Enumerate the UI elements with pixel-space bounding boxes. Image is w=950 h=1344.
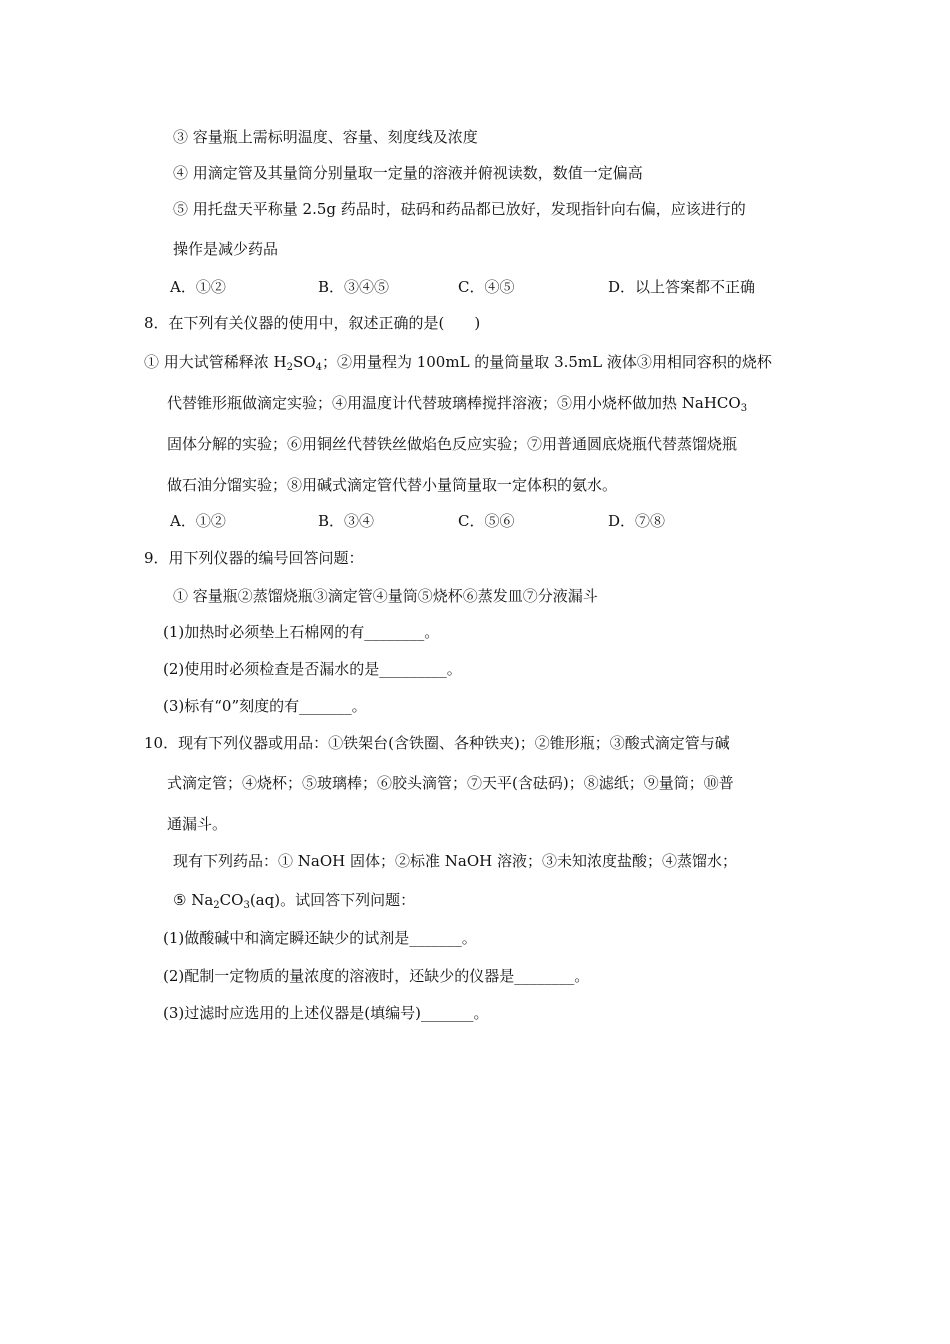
q10-line-5-sub-2: 2 xyxy=(213,900,220,911)
q8-line-1-sub-2: 2 xyxy=(286,362,293,373)
q8-line-4: 做石油分馏实验；⑧用碱式滴定管代替小量筒量取一定体积的氨水。 xyxy=(167,476,618,494)
q7-item-5-line2: 操作是减少药品 xyxy=(173,240,279,258)
q9-stem: 9．用下列仪器的编号回答问题： xyxy=(144,549,364,567)
q10-line-4: 现有下列药品：① NaOH 固体；②标准 NaOH 溶液；③未知浓度盐酸；④蒸馏水； xyxy=(173,852,737,870)
q7-option-b: B．③④⑤ xyxy=(318,278,390,296)
q7-item-4: ④ 用滴定管及其量筒分别量取一定量的溶液并俯视读数，数值一定偏高 xyxy=(173,164,643,182)
q8-line-1-part-a: ① 用大试管稀释浓 H xyxy=(144,353,287,371)
q8-option-b: B．③④ xyxy=(318,512,375,530)
q8-stem: 8．在下列有关仪器的使用中，叙述正确的是( ) xyxy=(144,314,481,332)
q7-option-c: C．④⑤ xyxy=(458,278,515,296)
q8-line-2-sub-3: 3 xyxy=(740,403,748,414)
q10-line-3: 通漏斗。 xyxy=(167,815,228,833)
q7-option-d: D．以上答案都不正确 xyxy=(608,278,756,296)
q10-line-5-sub-3: 3 xyxy=(243,900,250,911)
q10-line-1: 10．现有下列仪器或用品：①铁架台(含铁圈、各种铁夹)；②锥形瓶；③酸式滴定管与碱 xyxy=(144,734,730,752)
q10-sub-question-2: (2)配制一定物质的量浓度的溶液时，还缺少的仪器是________。 xyxy=(163,967,590,985)
q8-option-a: A．①② xyxy=(170,512,226,530)
q8-line-3: 固体分解的实验；⑥用铜丝代替铁丝做焰色反应实验；⑦用普通圆底烧瓶代替蒸馏烧瓶 xyxy=(167,435,738,453)
q8-line-1 xyxy=(144,351,772,373)
q8-line-2-text: 代替锥形瓶做滴定实验；④用温度计代替玻璃棒搅拌溶液；⑤用小烧杯做加热 NaHCO xyxy=(167,394,741,412)
q8-option-d: D．⑦⑧ xyxy=(608,512,666,530)
q10-line-5-part-b: CO xyxy=(219,891,244,909)
q7-item-3: ③ 容量瓶上需标明温度、容量、刻度线及浓度 xyxy=(173,128,478,146)
q8-line-1-part-c: ；②用量程为 100mL 的量筒量取 3.5mL 液体③用相同容积的烧杯 xyxy=(321,353,772,371)
q10-sub-question-1: (1)做酸碱中和滴定瞬还缺少的试剂是_______。 xyxy=(163,929,477,947)
q7-item-5-line1: ⑤ 用托盘天平称量 2.5g 药品时，砝码和药品都已放好，发现指针向右偏，应该进行的 xyxy=(173,200,746,218)
q9-sub-question-2: (2)使用时必须检查是否漏水的是_________。 xyxy=(163,660,462,678)
q10-line-5-part-a: ⑤ Na xyxy=(173,891,214,909)
q10-line-5 xyxy=(173,889,415,911)
q9-sub-question-1: (1)加热时必须垫上石棉网的有________。 xyxy=(163,623,440,641)
q10-line-2: 式滴定管；④烧杯；⑤玻璃棒；⑥胶头滴管；⑦天平(含砝码)；⑧滤纸；⑨量筒；⑩普 xyxy=(167,774,734,792)
q9-sub-question-3: (3)标有“0”刻度的有_______。 xyxy=(163,697,367,715)
q9-instrument-list: ① 容量瓶②蒸馏烧瓶③滴定管④量筒⑤烧杯⑥蒸发皿⑦分液漏斗 xyxy=(173,587,598,605)
q8-option-c: C．⑤⑥ xyxy=(458,512,515,530)
q10-sub-question-3: (3)过滤时应选用的上述仪器是(填编号)_______。 xyxy=(163,1004,489,1022)
q8-line-2 xyxy=(167,392,747,414)
q7-option-a: A．①② xyxy=(170,278,226,296)
q8-line-1-sub-4: 4 xyxy=(315,362,322,373)
q8-line-1-part-b: SO xyxy=(293,353,316,371)
q10-line-5-part-c: (aq)。试回答下列问题： xyxy=(249,891,416,909)
